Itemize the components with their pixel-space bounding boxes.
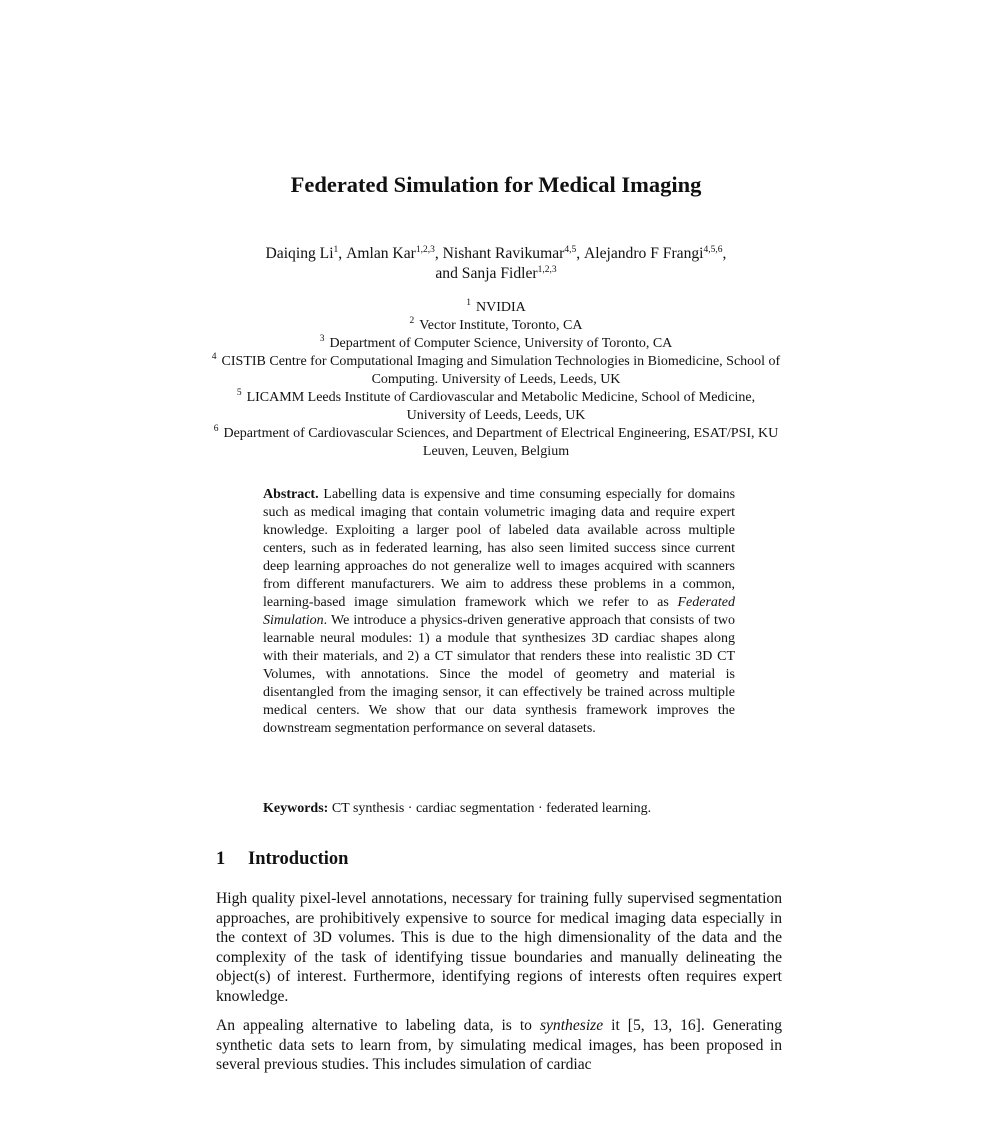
affiliation: $^4$ CISTIB Centre for Computational Imaging and Simulation Technologies in Biomedicine, School of Computing. University of Leeds, Leeds, UK: [211, 352, 781, 387]
keywords-label: Keywords:: [263, 801, 329, 816]
abstract-label: Abstract.: [263, 487, 319, 502]
author: and Sanja Fidler$^{1,2,3}$: [435, 264, 557, 282]
affiliation: $^6$ Department of Cardiovascular Sciences, and Department of Electrical Engineering, ESAT/PSI, KU Leuven, Leuven, Belgium: [213, 424, 779, 459]
author-list: [200, 244, 792, 283]
author: Daiqing Li$^1$,: [265, 244, 347, 262]
author: Alejandro F Frangi$^{4,5,6}$,: [583, 244, 727, 262]
affiliation: $^1$ NVIDIA: [466, 298, 526, 315]
affiliation: $^2$ Vector Institute, Toronto, CA: [409, 316, 583, 333]
section-heading: 1 Introduction: [216, 849, 349, 869]
paper-title: Federated Simulation for Medical Imaging: [290, 172, 702, 197]
author: Amlan Kar$^{1,2,3}$,: [346, 244, 443, 262]
affiliation-list: [200, 299, 792, 461]
body-paragraph: High quality pixel-level annotations, necessary for training fully supervised segmentation approaches, are prohibitively expensive to source for medical imaging data especially in the context of 3D volumes. This is due to the high dimensionality of the data and the complexity of the task of identifying tissue boundaries and manually delineating the object(s) of interest. Furthermore, identifying regions of interests often requires expert knowledge.: [216, 890, 782, 1005]
abstract: Abstract. Labelling data is expensive and time consuming especially for domains such as medical imaging that contain volumetric imaging data and require expert knowledge. Exploiting a larger pool of labeled data available across multiple centers, such as in federated learning, has also seen limited success since current deep learning approaches do not generalize well to images acquired with scanners from different manufacturers. We aim to address these problems in a common, learning-based image simulation framework which we refer to as Federated Simulation. We introduce a physics-driven generative approach that consists of two learnable neural modules: 1) a module that synthesizes 3D cardiac shapes along with their materials, and 2) a CT simulator that renders these into realistic 3D CT Volumes, with annotations. Since the model of geometry and material is disentangled from the imaging sensor, it can effectively be trained across multiple medical centers. We show that our data synthesis framework improves the downstream segmentation performance on several datasets.: [263, 487, 736, 736]
affiliation: $^5$ LICAMM Leeds Institute of Cardiovascular and Metabolic Medicine, School of Medicine, University of Leeds, Leeds, UK: [236, 388, 756, 423]
affiliation: $^3$ Department of Computer Science, University of Toronto, CA: [319, 334, 673, 351]
keywords: Keywords: CT synthesis · cardiac segmentation · federated learning.: [263, 801, 652, 816]
body-paragraph: An appealing alternative to labeling data, is to synthesize it [5, 13, 16]. Generating synthetic data sets to learn from, by simulating medical images, has been proposed in several previous studies. This includes simulation of cardiac: [216, 1017, 782, 1074]
author: Nishant Ravikumar$^{4,5}$,: [442, 244, 584, 262]
